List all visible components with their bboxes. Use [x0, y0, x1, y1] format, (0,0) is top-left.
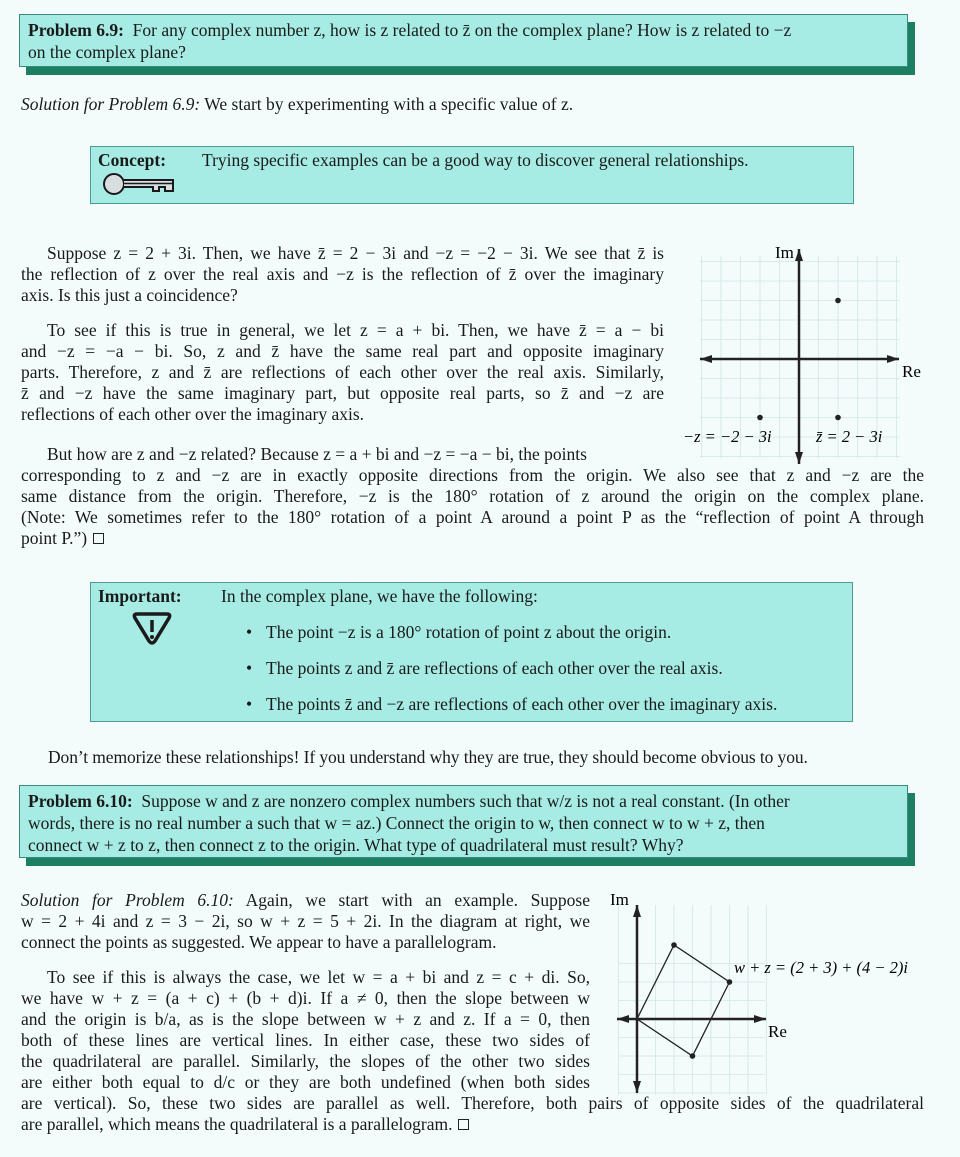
arrowhead-icon — [795, 249, 803, 261]
qed-square-icon — [93, 533, 104, 544]
text-line: we have w + z = (a + c) + (b + d)i. If a ≠ 0, then the slope between w — [21, 988, 590, 1008]
concept-callout — [90, 146, 854, 204]
text-line: But how are z and −z related? Because z = a + bi and −z = −a − bi, the points — [47, 444, 587, 464]
important-intro: In the complex plane, we have the following: — [221, 586, 538, 606]
text-line: parts. Therefore, z and z̄ are reflections of each other over the real axis. Similarly, — [21, 362, 664, 382]
problem-6-10-line3: connect w + z to z, then connect z to the origin. What type of quadrilateral must result? Why? — [28, 835, 684, 855]
text-line: connect the points as suggested. We appear to have a parallelogram. — [21, 932, 497, 952]
re-axis-label: Re — [768, 1022, 787, 1041]
text-line: same distance from the origin. Therefore, −z is the 180° rotation of z around the origin on the complex plane. — [21, 486, 924, 506]
point-z-bar — [835, 415, 841, 421]
re-axis-label: Re — [902, 362, 921, 381]
important-label: Important: — [98, 586, 182, 606]
text-line-end: point P.”) — [21, 528, 88, 548]
problem-6-9-box — [19, 14, 908, 67]
text-line-end: are parallel, which means the quadrilateral is a parallelogram. — [21, 1114, 453, 1134]
text-line: and the origin is b/a, as is the slope between w + z and z. If a = 0, then — [21, 1009, 590, 1029]
solution-6-10-part1 — [21, 890, 590, 953]
text-line: axis. Is this just a coincidence? — [21, 285, 238, 305]
solution-text: Again, we start with an example. Suppose — [245, 890, 590, 910]
text-line — [21, 1114, 590, 1135]
important-callout — [90, 582, 853, 722]
point-z — [690, 1053, 696, 1059]
text-line — [21, 890, 590, 911]
problem-6-9-line1 — [28, 19, 899, 41]
bullet-item: • The points z̄ and −z are reflections of each other over the imaginary axis. — [266, 694, 777, 715]
qed-square-icon — [458, 1119, 469, 1130]
point-w-plus-z — [727, 979, 733, 985]
point-neg-z — [757, 415, 763, 421]
arrowhead-icon — [887, 355, 899, 363]
arrowhead-icon — [754, 1015, 766, 1023]
concept-label: Concept: — [98, 150, 167, 170]
text-line: and −z = −a − bi. So, z and z̄ have the same real part and opposite imaginary — [21, 341, 664, 361]
figure-complex-plane-2 — [600, 885, 960, 1100]
problem-text: Suppose w and z are nonzero complex numbers such that w/z is not a real constant. (In other — [141, 791, 790, 811]
paragraph-1 — [21, 243, 664, 306]
point-w — [671, 942, 677, 948]
solution-label: Solution for Problem 6.10: — [21, 890, 234, 910]
problem-label: Problem 6.9: — [28, 20, 124, 40]
point-label-z-bar: z̄ = 2 − 3i — [816, 427, 883, 446]
text-line: z̄ and −z have the same imaginary part, but opposite real parts, so z̄ and −z are — [21, 383, 664, 403]
concept-text: Trying specific examples can be a good way to discover general relationships. — [202, 150, 749, 170]
problem-6-9-line2: on the complex plane? — [28, 42, 186, 62]
solution-label: Solution for Problem 6.9: — [21, 94, 201, 114]
arrowhead-icon — [633, 905, 641, 917]
text-line: are vertical). So, these two sides are parallel as well. Therefore, both pairs of opposite sides of the quadrilateral — [21, 1093, 924, 1113]
key-icon — [101, 172, 175, 196]
text-line: the reflection of z over the real axis and −z is the reflection of z̄ over the imaginary — [21, 264, 664, 284]
paragraph-3 — [21, 444, 924, 549]
point-label-neg-z: −z = −2 − 3i — [683, 427, 772, 446]
im-axis-label: Im — [610, 890, 629, 909]
text-line: are either both equal to d/c or they are both undefined (when both sides — [21, 1072, 590, 1092]
sum-label: w + z = (2 + 3) + (4 − 2)i — [734, 958, 908, 977]
text-line — [21, 528, 924, 549]
solution-6-9-intro — [21, 94, 573, 115]
paragraph-2 — [21, 320, 664, 425]
text-line: the quadrilateral are parallel. Similarly, the slopes of the other two sides — [21, 1051, 590, 1071]
bullet-item: • The point −z is a 180° rotation of point z about the origin. — [266, 622, 671, 643]
problem-6-10-line2: words, there is no real number a such that w = az.) Connect the origin to w, then connect w to w + z, then — [28, 813, 765, 833]
figure-complex-plane-1 — [680, 236, 960, 466]
text-line: To see if this is true in general, we let z = a + bi. Then, we have z̄ = a − bi — [47, 320, 664, 340]
text-line: reflections of each other over the imaginary axis. — [21, 404, 365, 424]
point-z — [835, 298, 841, 304]
problem-6-10-box — [19, 785, 908, 858]
text-line: corresponding to z and −z are in exactly opposite directions from the origin. We also see that z and −z are the — [21, 465, 924, 485]
text-line: (Note: We sometimes refer to the 180° rotation of a point A around a point P as the “reflection of point A through — [21, 507, 924, 527]
text-line: To see if this is always the case, we let w = a + bi and z = c + di. So, — [47, 967, 590, 987]
advice-text: Don’t memorize these relationships! If you understand why they are true, they should become obvious to you. — [48, 747, 808, 767]
problem-label: Problem 6.10: — [28, 791, 133, 811]
grid — [618, 905, 767, 1100]
arrowhead-icon — [633, 1081, 641, 1093]
bullet-item: • The points z and z̄ are reflections of each other over the real axis. — [266, 658, 723, 679]
problem-6-10-line1 — [28, 790, 899, 812]
solution-intro-text: We start by experimenting with a specific value of z. — [204, 94, 574, 114]
text-line: both of these lines are vertical lines. In either case, these two sides of — [21, 1030, 590, 1050]
text-line: Suppose z = 2 + 3i. Then, we have z̄ = 2 − 3i and −z = −2 − 3i. We see that z̄ is — [47, 243, 664, 263]
im-axis-label: Im — [775, 243, 794, 262]
warning-icon — [131, 611, 173, 645]
problem-text: For any complex number z, how is z related to z̄ on the complex plane? How is z related to −z — [132, 20, 792, 40]
text-line: w = 2 + 4i and z = 3 − 2i, so w + z = 5 + 2i. In the diagram at right, we — [21, 911, 590, 931]
